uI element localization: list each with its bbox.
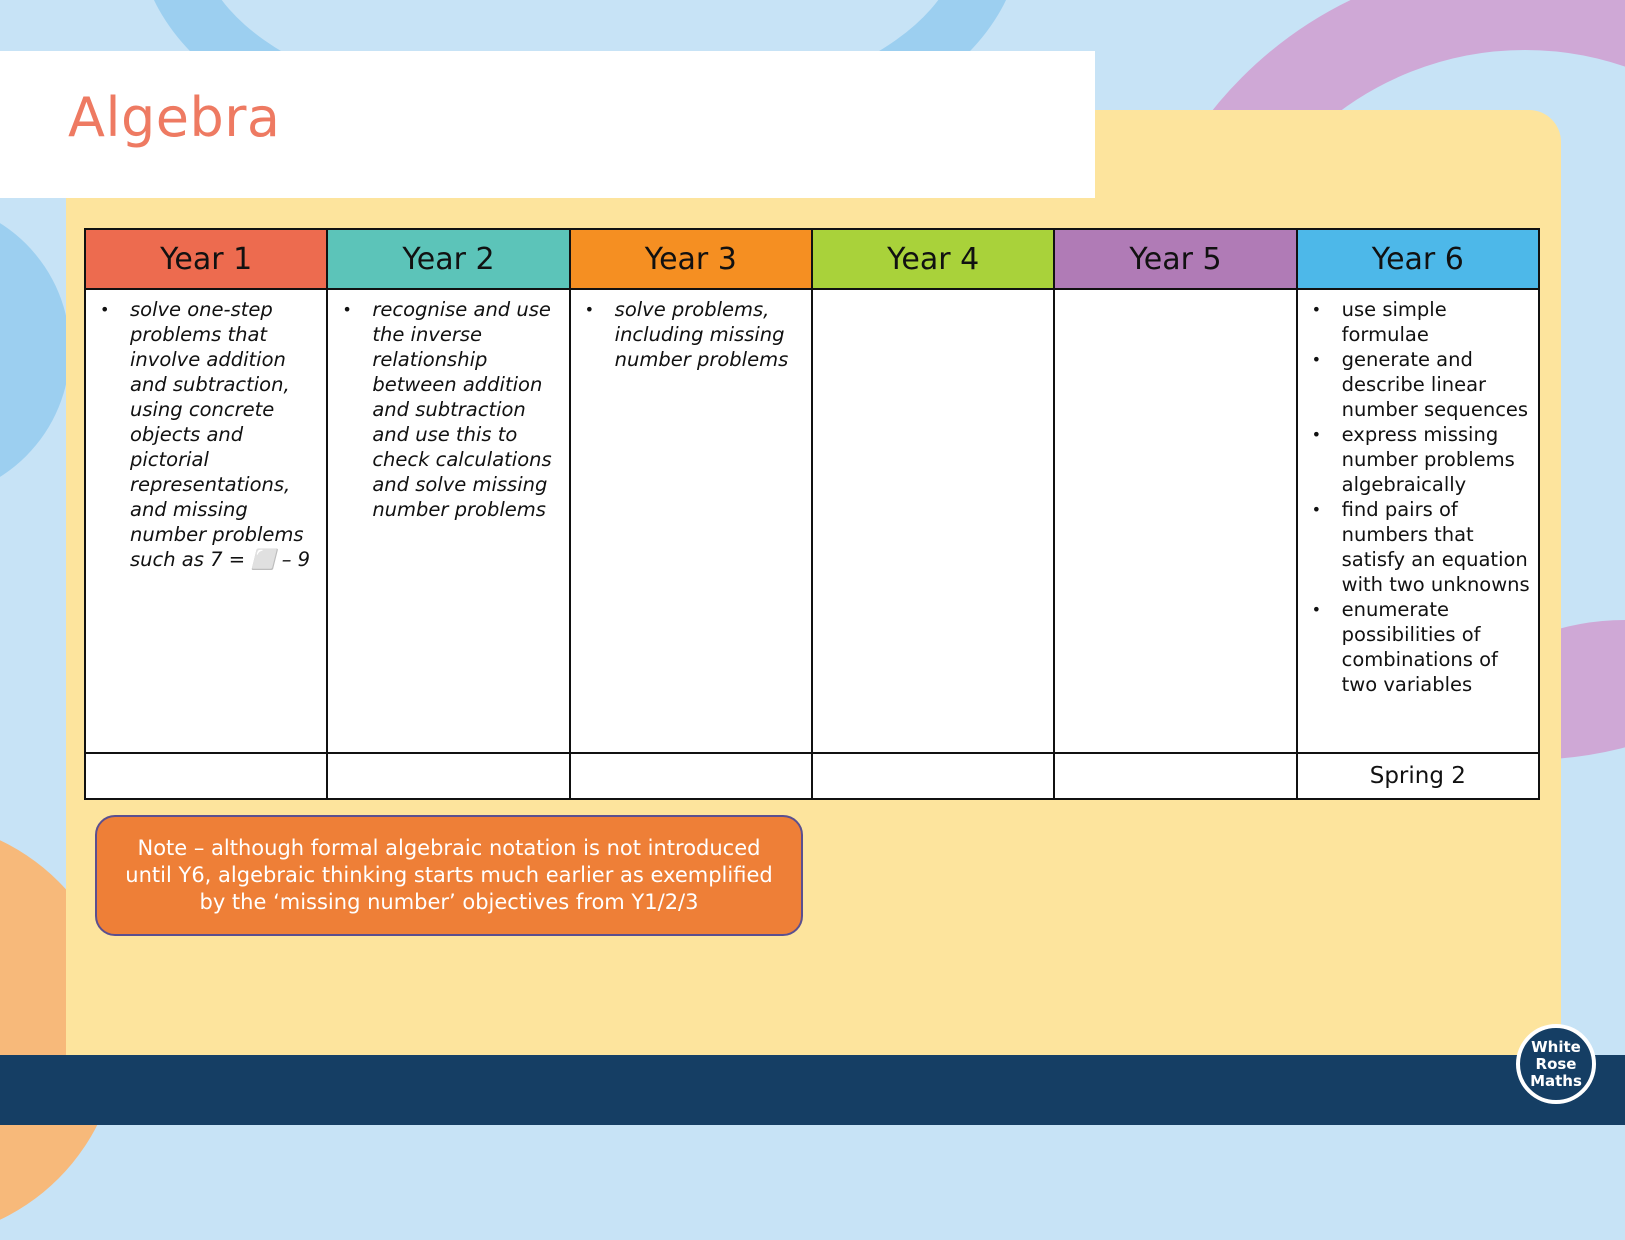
objective-item: • generate and describe linear number sequences [1310,347,1532,422]
year-2-objectives [328,290,568,522]
footer-row [85,753,1539,799]
header-row [85,229,1539,289]
note-box [95,815,803,936]
content-row [85,289,1539,753]
white-rose-maths-logo [1516,1024,1596,1104]
objective-item: • recognise and use the inverse relationship between addition and subtraction and use this to check calculations and solve missing number problems [340,297,562,522]
year-2-cell [327,289,569,753]
note-text: Note – although formal algebraic notation is not introduced until Y6, algebraic thinking starts much earlier as exemplified by the ‘missing number’ objectives from Y1/2/3 [125,836,773,914]
year-2-term [327,753,569,799]
year-6-term: Spring 2 [1297,753,1539,799]
year-5-cell [1054,289,1296,753]
objective-item: • express missing number problems algebraically [1310,422,1532,497]
header-year-4: Year 4 [812,229,1054,289]
year-4-term [812,753,1054,799]
objective-item: • use simple formulae [1310,297,1532,347]
page-title: Algebra [68,86,281,149]
year-1-cell [85,289,327,753]
year-3-term [570,753,812,799]
header-year-6: Year 6 [1297,229,1539,289]
objective-item: • solve one-step problems that involve addition and subtraction, using concrete objects and pictorial representations, and missing number problems such as 7 = ⬜ – 9 [98,297,320,572]
curriculum-table [84,228,1540,800]
footer-bar [0,1055,1625,1125]
logo-line: Rose [1535,1054,1577,1073]
logo-line: Maths [1530,1071,1582,1090]
year-3-objectives [571,290,811,372]
year-1-objectives [86,290,326,572]
header-year-2: Year 2 [327,229,569,289]
header-year-5: Year 5 [1054,229,1296,289]
year-4-cell [812,289,1054,753]
year-1-term [85,753,327,799]
header-year-1: Year 1 [85,229,327,289]
background-swirl [0,200,70,500]
header-year-3: Year 3 [570,229,812,289]
year-5-term [1054,753,1296,799]
year-3-cell [570,289,812,753]
objective-item: • find pairs of numbers that satisfy an equation with two unknowns [1310,497,1532,597]
year-6-cell [1297,289,1539,753]
logo-line: White [1531,1037,1581,1056]
year-6-objectives [1298,290,1538,697]
objective-item: • enumerate possibilities of combinations of two variables [1310,597,1532,697]
objective-item: • solve problems, including missing number problems [583,297,805,372]
